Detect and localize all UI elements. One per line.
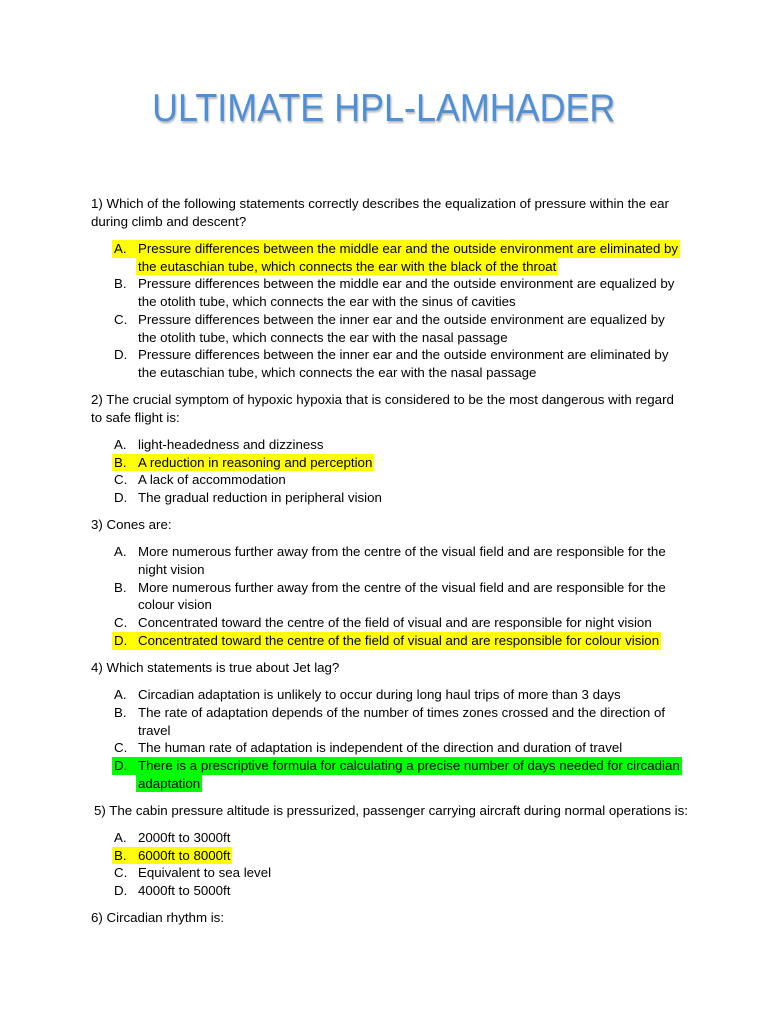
- question-text-line: 1) Which of the following statements correctly describes the equalization of pressure within the ear: [91, 196, 669, 212]
- option-list: [0, 543, 768, 649]
- question-1-option-a: [114, 240, 768, 275]
- question-3-option-c: [114, 614, 768, 632]
- question-3-option-b: [114, 579, 768, 614]
- page-title: ULTIMATE HPL-LAMHADER: [152, 87, 616, 130]
- option-text-line: The human rate of adaptation is independent of the direction and duration of travel: [138, 740, 623, 756]
- option-letter: B.: [114, 276, 127, 292]
- option-list: [0, 240, 768, 382]
- option-letter: C.: [114, 311, 128, 327]
- question-text-line: to safe flight is:: [91, 409, 180, 425]
- question-text-line: 6) Circadian rhythm is:: [91, 910, 225, 926]
- question-4: [0, 659, 768, 792]
- option-text-line: Concentrated toward the centre of the field of visual and are responsible for night vision: [138, 615, 652, 631]
- option-text-line: Circadian adaptation is unlikely to occur during long haul trips of more than 3 days: [138, 687, 621, 703]
- question-5: [0, 802, 768, 900]
- question-text-line: 3) Cones are:: [91, 517, 172, 533]
- option-text-line: 2000ft to 3000ft: [138, 830, 231, 845]
- question-5-option-b: [114, 847, 768, 865]
- option-letter: B.: [112, 847, 136, 865]
- option-letter: B.: [114, 579, 127, 595]
- question-1-option-c: [114, 311, 768, 346]
- question-text-line: 5) The cabin pressure altitude is pressurized, passenger carrying aircraft during normal operations is:: [94, 802, 688, 818]
- question-5-option-a: [114, 829, 768, 847]
- title-block: [0, 89, 768, 128]
- option-list: [0, 829, 768, 900]
- question-4-option-c: [114, 739, 768, 757]
- question-3: [0, 516, 768, 649]
- option-letter: A.: [114, 830, 127, 845]
- option-text-line: Pressure differences between the middle ear and the outside environment are eliminated by: [138, 241, 679, 257]
- option-letter: A.: [114, 544, 127, 560]
- question-3-option-a: [114, 543, 768, 578]
- option-letter: A.: [114, 687, 127, 703]
- option-text-line: The rate of adaptation depends of the number of times zones crossed and the direction of: [138, 704, 666, 720]
- option-letter: C.: [114, 740, 128, 756]
- question-text-line: during climb and descent?: [91, 213, 247, 229]
- option-text-line: the otolith tube, which connects the ear with the sinus of cavities: [138, 294, 516, 310]
- option-text-line: adaptation: [138, 775, 201, 791]
- option-letter: C.: [114, 472, 128, 488]
- option-text-line: the eutaschian tube, which connects the ear with the black of the throat: [138, 258, 557, 274]
- option-text-line: Concentrated toward the centre of the field of visual and are responsible for colour vision: [138, 632, 660, 648]
- option-letter: B.: [112, 454, 136, 472]
- option-letter: B.: [114, 704, 127, 720]
- question-1-option-d: [114, 346, 768, 381]
- question-4-option-a: [114, 686, 768, 704]
- option-text-line: night vision: [138, 562, 205, 578]
- option-text-line: Pressure differences between the middle ear and the outside environment are equalized by: [138, 276, 675, 292]
- option-text-line: Pressure differences between the inner ear and the outside environment are eliminated by: [138, 347, 669, 363]
- question-6: [0, 909, 768, 927]
- question-3-option-d: [114, 632, 768, 650]
- question-1-option-b: [114, 275, 768, 310]
- option-text-line: The gradual reduction in peripheral vision: [138, 490, 382, 505]
- question-2-option-b: [114, 454, 768, 472]
- option-letter: A.: [112, 240, 136, 258]
- option-text-line: There is a prescriptive formula for calculating a precise number of days needed for circadian: [138, 757, 680, 773]
- option-text-line: A lack of accommodation: [138, 472, 286, 488]
- option-letter: C.: [114, 865, 128, 881]
- option-text-line: More numerous further away from the centre of the visual field and are responsible for the: [138, 579, 666, 595]
- question-4-option-d: [114, 757, 768, 792]
- option-letter: D.: [114, 347, 128, 363]
- question-5-option-d: [114, 882, 768, 900]
- option-text-line: light-headedness and dizziness: [138, 436, 324, 452]
- question-4-option-b: [114, 704, 768, 739]
- option-text-line: the eutaschian tube, which connects the ear with the nasal passage: [138, 364, 537, 380]
- question-2-option-a: [114, 436, 768, 454]
- question-text-line: 4) Which statements is true about Jet lag?: [91, 660, 340, 675]
- option-text-line: colour vision: [138, 597, 212, 613]
- option-letter: A.: [114, 436, 127, 452]
- option-list: [0, 686, 768, 792]
- option-text-line: A reduction in reasoning and perception: [138, 454, 373, 470]
- option-letter: D.: [114, 883, 128, 899]
- question-2-option-c: [114, 471, 768, 489]
- option-letter: D.: [114, 490, 128, 505]
- question-1: [0, 195, 768, 381]
- option-text-line: the otolith tube, which connects the ear with the nasal passage: [138, 329, 508, 345]
- option-letter: C.: [114, 615, 128, 631]
- option-text-line: 6000ft to 8000ft: [138, 847, 231, 863]
- option-text-line: Equivalent to sea level: [138, 865, 272, 881]
- option-text-line: travel: [138, 722, 171, 738]
- option-list: [0, 436, 768, 507]
- option-text-line: Pressure differences between the inner ear and the outside environment are equalized by: [138, 311, 665, 327]
- question-list: [0, 195, 768, 936]
- question-5-option-c: [114, 864, 768, 882]
- option-letter: D.: [112, 632, 136, 650]
- option-text-line: More numerous further away from the centre of the visual field and are responsible for the: [138, 544, 666, 560]
- question-2: [0, 391, 768, 507]
- question-text-line: 2) The crucial symptom of hypoxic hypoxia that is considered to be the most dangerous with regard: [91, 392, 674, 408]
- question-2-option-d: [114, 489, 768, 507]
- option-text-line: 4000ft to 5000ft: [138, 883, 231, 899]
- option-letter: D.: [112, 757, 136, 775]
